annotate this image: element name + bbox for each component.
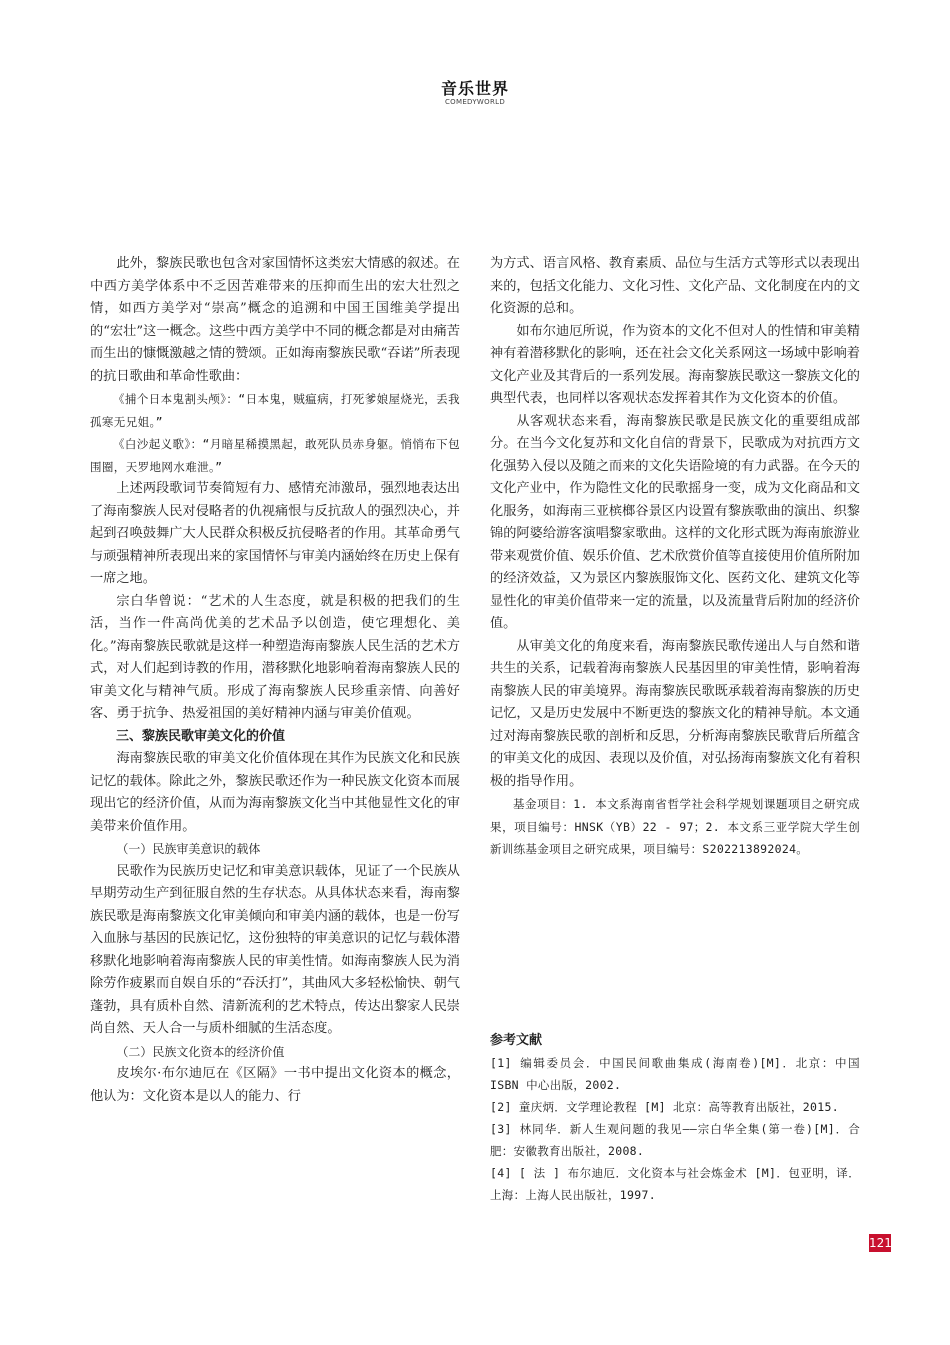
section-heading: 三、黎族民歌审美文化的价值	[116, 728, 286, 744]
left-column	[90, 253, 460, 1108]
right-column	[490, 253, 860, 861]
paragraph: 为方式、语言风格、教育素质、品位与生活方式等形式以表现出来的，包括文化能力、文化习性、文化产品、文化制度在内的文化资源的总和。	[490, 256, 860, 316]
paragraph: 民歌作为民族历史记忆和审美意识载体，见证了一个民族从早期劳动生产到征服自然的生存状态。从具体状态来看，海南黎族民歌是海南黎族文化审美倾向和审美内涵的载体，也是一份写入血脉与基因的民族记忆，这份独特的审美意识的记忆与载体潜移默化地影响着海南黎族人民的审美性情。如海南黎族人民为消除劳作疲累而自娱自乐的“吞沃打”，其曲风大多轻松愉快、朝气蓬勃，具有质朴自然、清新流利的艺术特点，传达出黎家人民崇尚自然、天人合一与质朴细腻的生活态度。	[90, 863, 460, 1036]
subsection-heading: （一）民族审美意识的载体	[116, 842, 261, 856]
paragraph: 如布尔迪厄所说，作为资本的文化不但对人的性情和审美精神有着潜移默化的影响，还在社会文化关系网这一场域中影响着文化产业及其背后的一系列发展。海南黎族民歌这一黎族文化的典型代表，也同样以客观状态发挥着其作为文化资本的价值。	[490, 323, 860, 406]
lyric-quote: 《捕个日本鬼割头颅》：“日本鬼，贼瘟病，打死爹娘屋烧光，丢我孤寒无兄姐。”	[90, 392, 460, 429]
paragraph: 从审美文化的角度来看，海南黎族民歌传递出人与自然和谐共生的关系，记载着海南黎族人民基因里的审美性情，影响着海南黎族人民的审美境界。海南黎族民歌既承载着海南黎族的历史记忆，又是历史发展中不断更迭的黎族文化的精神导航。本文通过对海南黎族民歌的剖析和反思，分析海南黎族民歌背后所蕴含的审美文化的成因、表现以及价值，对弘扬海南黎族文化有着积极的指导作用。	[490, 638, 860, 789]
reference-item: [1] 编辑委员会．中国民间歌曲集成(海南卷)[M]．北京：中国 ISBN 中心出版，2002.	[490, 1056, 860, 1092]
journal-subtitle: COMEDYWORLD	[444, 98, 506, 106]
paragraph: 上述两段歌词节奏简短有力、感情充沛激昂，强烈地表达出了海南黎族人民对侵略者的仇视痛恨与反抗敌人的强烈决心，并起到召唤鼓舞广大人民群众积极反抗侵略者的作用。其革命勇气与顽强精神所表现出来的家国情怀与审美内涵始终在历史上保有一席之地。	[90, 481, 460, 586]
paragraph: 皮埃尔·布尔迪厄在《区隔》一书中提出文化资本的概念，他认为：文化资本是以人的能力、行	[90, 1066, 460, 1104]
fund-note: 基金项目：1. 本文系海南省哲学社会科学规划课题项目之研究成果，项目编号：HNSK（YB）22 - 97；2. 本文系三亚学院大学生创新训练基金项目之研究成果，项目编号：S202213892024。	[490, 797, 860, 856]
journal-masthead	[0, 80, 950, 107]
reference-item: [4] [ 法 ] 布尔迪厄．文化资本与社会炼金术 [M]．包亚明，译．上海：上海人民出版社，1997.	[490, 1166, 860, 1202]
paragraph: 宗白华曾说：“艺术的人生态度，就是积极的把我们的生活，当作一件高尚优美的艺术品予以创造，使它理想化、美化。”海南黎族民歌就是这样一种塑造海南黎族人民生活的艺术方式，对人们起到诗教的作用，潜移默化地影响着海南黎族人民的审美文化与精神气质。形成了海南黎族人民珍重亲情、向善好客、勇于抗争、热爱祖国的美好精神内涵与审美价值观。	[90, 593, 460, 721]
journal-title: 音乐世界	[440, 79, 509, 98]
paragraph: 从客观状态来看，海南黎族民歌是民族文化的重要组成部分。在当今文化复苏和文化自信的背景下，民歌成为对抗西方文化强势入侵以及随之而来的文化失语险境的有力武器。在今天的文化产业中，作为隐性文化的民歌摇身一变，成为文化商品和文化服务，如海南三亚槟榔谷景区内设置有黎族歌曲的演出、织黎锦的阿婆给游客演唱黎家歌曲。这样的文化形式既为海南旅游业带来观赏价值、娱乐价值、艺术欣赏价值等直接使用价值所附加的经济效益，又为景区内黎族服饰文化、医药文化、建筑文化等显性化的审美价值带来一定的流量，以及流量背后附加的经济价值。	[490, 413, 860, 631]
references-title: 参考文献	[490, 1033, 543, 1048]
reference-item: [3] 林同华．新人生观问题的我见——宗白华全集(第一卷)[M]．合肥：安徽教育出版社，2008.	[490, 1122, 860, 1158]
references-section	[490, 1030, 860, 1206]
lyric-quote: 《白沙起义歌》：“月暗星稀摸黑起，敢死队员赤身躯。悄悄布下包围圈，天罗地网水难泄。”	[90, 437, 460, 474]
paragraph: 此外，黎族民歌也包含对家国情怀这类宏大情感的叙述。在中西方美学体系中不乏因苦难带来的压抑而生出的宏大壮烈之情，如西方美学对“崇高”概念的追溯和中国王国维美学提出的“宏壮”这一概念。这些中西方美学中不同的概念都是对由痛苦而生出的慷慨激越之情的赞颂。正如海南黎族民歌“吞诺”所表现的抗日歌曲和革命性歌曲：	[90, 256, 460, 384]
paragraph: 海南黎族民歌的审美文化价值体现在其作为民族文化和民族记忆的载体。除此之外，黎族民歌还作为一种民族文化资本而展现出它的经济价值，从而为海南黎族文化当中其他显性文化的审美带来价值作用。	[90, 751, 460, 834]
subsection-heading: （二）民族文化资本的经济价值	[116, 1044, 285, 1059]
reference-item: [2] 童庆炳．文学理论教程 [M] 北京：高等教育出版社，2015.	[490, 1100, 839, 1114]
page-number: 121	[869, 1236, 892, 1250]
